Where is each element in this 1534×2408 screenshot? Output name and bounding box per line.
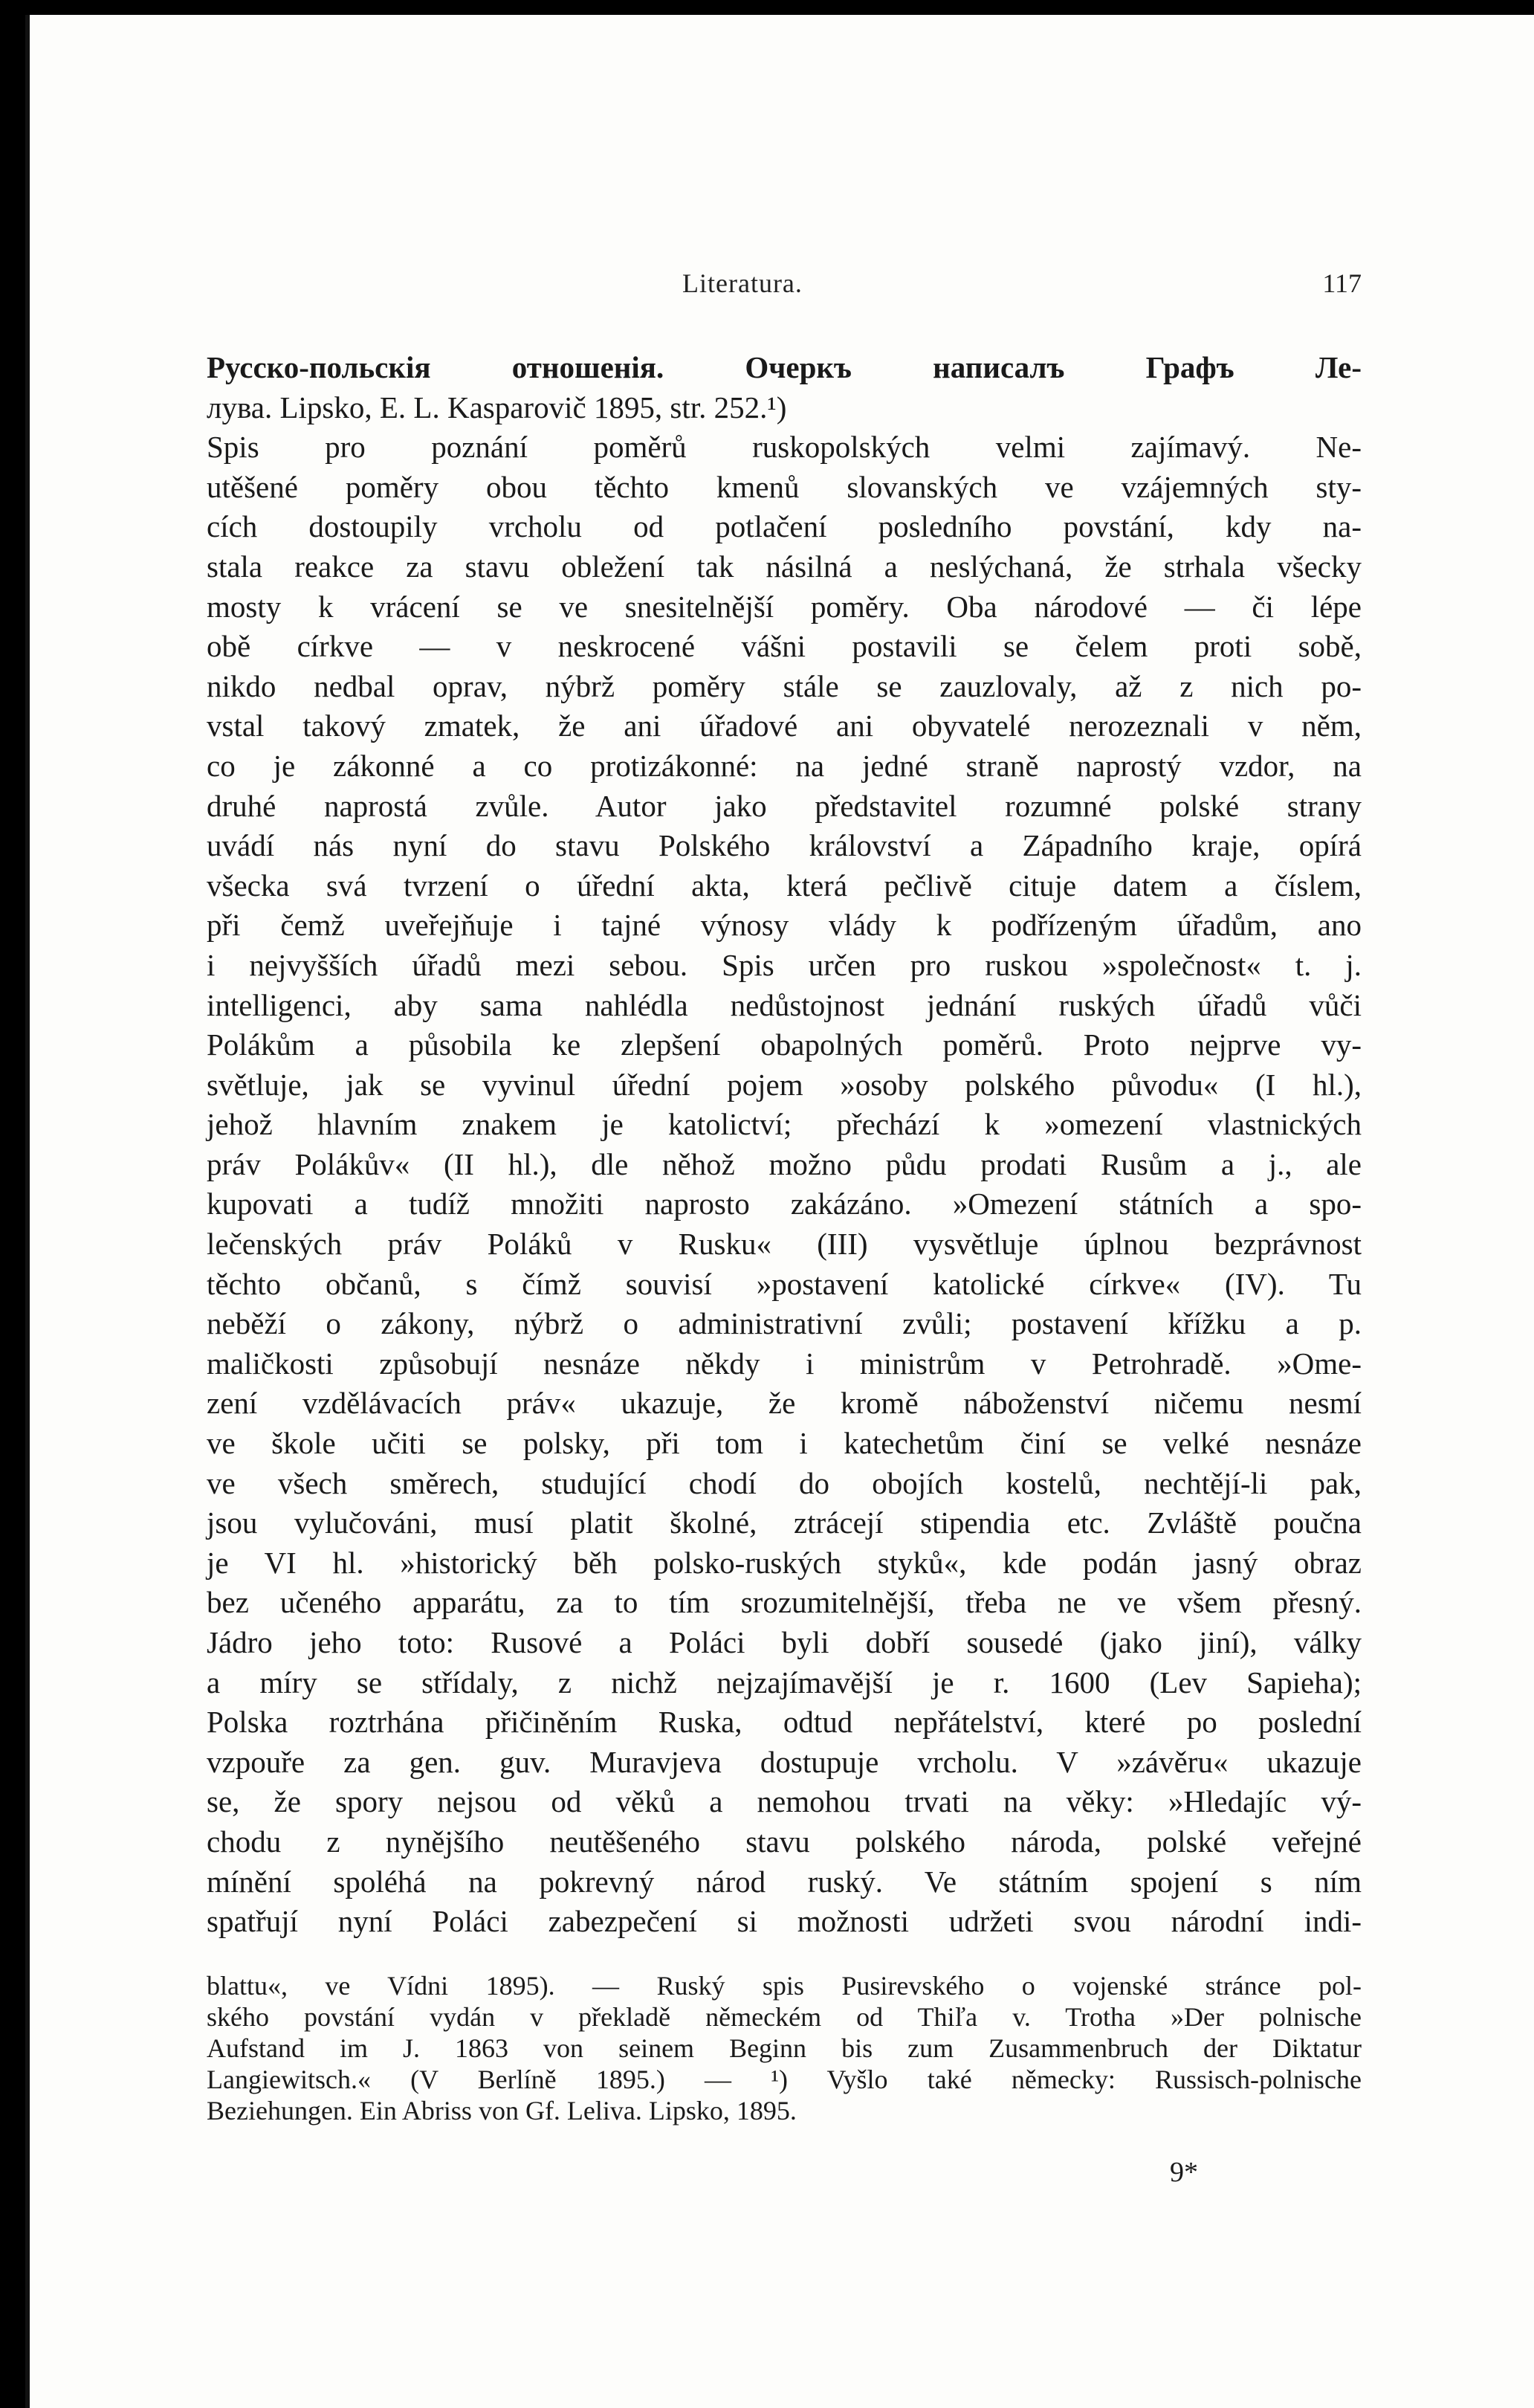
text-line: těchto občanů, s čímž souvisí »postavení katolické církve« (IV). Tu (207, 1266, 1362, 1301)
footnote-line: blattu«, ve Vídni 1895). — Ruský spis Pusirevského o vojenské stránce pol- (207, 1971, 1362, 2001)
text-line: cích dostoupily vrcholu od potlačení posledního povstání, kdy na- (207, 509, 1362, 544)
text-line: kupovati a tudíž množiti naprosto zakázáno. »Omezení státních a spo- (207, 1187, 1362, 1221)
footnote-line: Aufstand im J. 1863 von seinem Beginn bis zum Zusammenbruch der Diktatur (207, 2033, 1362, 2063)
review-heading-line-2: лува. Lipsko, E. L. Kasparovič 1895, str. 252.¹) (207, 390, 787, 425)
text-line: vzpouře za gen. guv. Muravjeva dostupuje vrcholu. V »závěru« ukazuje (207, 1744, 1362, 1779)
text-line: zení vzdělávacích práv« ukazuje, že kromě náboženství ničemu nesmí (207, 1386, 1362, 1421)
page-edge-shadow (25, 15, 30, 2408)
printer-signature-mark: 9* (1170, 2157, 1198, 2188)
text-line: mínění spoléhá na pokrevný národ ruský. Ve státním spojení s ním (207, 1864, 1362, 1899)
footnote (207, 1970, 1362, 2126)
text-line: je VI hl. »historický běh polsko-ruských styků«, kde podán jasný obraz (207, 1545, 1362, 1580)
text-line: uvádí nás nyní do stavu Polského království a Západního kraje, opírá (207, 828, 1362, 863)
page-number: 117 (1322, 268, 1362, 298)
text-line: spatřují nyní Poláci zabezpečení si možnosti udržeti svou národní indi- (207, 1904, 1362, 1939)
text-line: maličkosti způsobují nesnáze někdy i ministrům v Petrohradě. »Ome- (207, 1346, 1362, 1381)
text-line: všecka svá tvrzení o úřední akta, která pečlivě cituje datem a číslem, (207, 868, 1362, 903)
text-line: jsou vylučováni, musí platit školné, ztrácejí stipendia etc. Zvláště poučna (207, 1505, 1362, 1540)
text-line: jehož hlavním znakem je katolictví; přechází k »omezení vlastnických (207, 1107, 1362, 1142)
text-line: chodu z nynějšího neutěšeného stavu polského národa, polské veřejné (207, 1824, 1362, 1859)
footnote-line: Beziehungen. Ein Abriss von Gf. Leliva. Lipsko, 1895. (207, 2096, 797, 2125)
text-line: bez učeného apparátu, za to tím srozumitelnější, třeba ne ve všem přesný. (207, 1585, 1362, 1620)
text-line: a míry se střídaly, z nichž nejzajímavější je r. 1600 (Lev Sapieha); (207, 1665, 1362, 1700)
text-line: při čemž uveřejňuje i tajné výnosy vlády k podřízeným úřadům, ano (207, 908, 1362, 943)
text-line: neběží o zákony, nýbrž o administrativní zvůli; postavení křížku a p. (207, 1306, 1362, 1341)
text-line: intelligenci, aby sama nahlédla nedůstojnost jednání ruských úřadů vůči (207, 987, 1362, 1022)
footnote-line: ského povstání vydán v překladě německém od Thiľa v. Trotha »Der polnische (207, 2002, 1362, 2032)
text-line: co je zákonné a co protizákonné: na jedné straně naprostý vzdor, na (207, 748, 1362, 783)
running-title: Literatura. (682, 268, 803, 298)
text-line: vstal takový zmatek, že ani úřadové ani obyvatelé nerozeznali v něm, (207, 708, 1362, 743)
text-line: Jádro jeho toto: Rusové a Poláci byli dobří sousedé (jako jiní), války (207, 1625, 1362, 1659)
text-line: ve všech směrech, studující chodí do obojích kostelů, nechtějí-li pak, (207, 1465, 1362, 1500)
text-line: i nejvyšších úřadů mezi sebou. Spis určen pro ruskou »společnost« t. j. (207, 947, 1362, 982)
text-line: ve škole učiti se polsky, při tom i katechetům činí se velké nesnáze (207, 1426, 1362, 1461)
review-text (207, 348, 1362, 1942)
text-line: práv Polákův« (II hl.), dle něhož možno půdu prodati Rusům a j., ale (207, 1146, 1362, 1181)
text-line: lečenských práv Poláků v Rusku« (III) vysvětluje úplnou bezprávnost (207, 1227, 1362, 1262)
text-line: obě církve — v neskrocené vášni postavili se čelem proti sobě, (207, 629, 1362, 664)
review-heading-line-1: Русско-польскія отношенія. Очеркъ написалъ Графъ Ле- (207, 350, 1362, 384)
text-line: utěšené poměry obou těchto kmenů slovanských ve vzájemných sty- (207, 469, 1362, 504)
text-line: druhé naprostá zvůle. Autor jako představitel rozumné polské strany (207, 788, 1362, 823)
page (25, 15, 1534, 2408)
text-line: nikdo nedbal oprav, nýbrž poměry stále se zauzlovaly, až z nich po- (207, 668, 1362, 703)
text-line: světluje, jak se vyvinul úřední pojem »osoby polského původu« (I hl.), (207, 1067, 1362, 1102)
text-line: Polákům a působila ke zlepšení obapolných poměrů. Proto nejprve vy- (207, 1027, 1362, 1062)
text-line: se, že spory nejsou od věků a nemohou trvati na věky: »Hledajíc vý- (207, 1784, 1362, 1819)
text-line: stala reakce za stavu obležení tak násilná a neslýchaná, že strhala všecky (207, 549, 1362, 584)
running-header (207, 268, 1362, 312)
text-line: Spis pro poznání poměrů ruskopolských velmi zajímavý. Ne- (207, 430, 1362, 465)
text-line: mosty k vrácení se ve snesitelnější poměry. Oba národové — či lépe (207, 589, 1362, 624)
footnote-line: Langiewitsch.« (V Berlíně 1895.) — ¹) Vyšlo také německy: Russisch-polnische (207, 2065, 1362, 2094)
text-line: Polska roztrhána přičiněním Ruska, odtud nepřátelství, které po poslední (207, 1705, 1362, 1740)
